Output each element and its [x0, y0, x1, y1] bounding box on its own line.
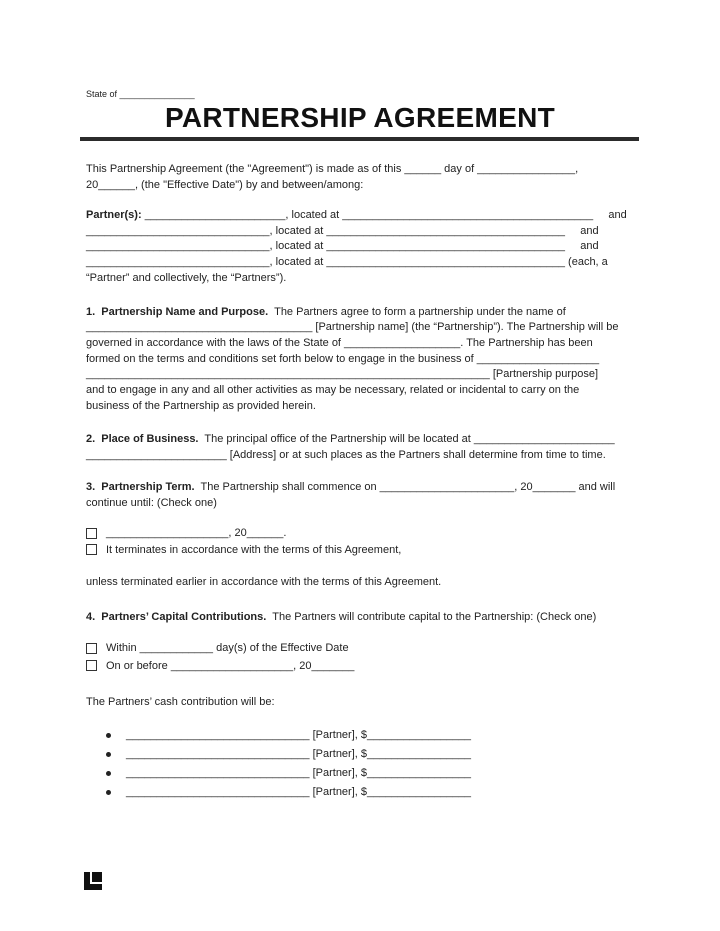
partners-label: Partner(s): [86, 209, 142, 221]
brand-logo-icon [84, 872, 102, 890]
intro-line-1: This Partnership Agreement (the "Agreement") is made as of this ______ day of ________________, [86, 163, 579, 175]
section1-line-3: governed in accordance with the laws of the State of ___________________. The Partnership has been [86, 337, 593, 349]
contribution-item: ______________________________ [Partner], $_________________ [126, 786, 472, 798]
section3-note: unless terminated earlier in accordance with the terms of this Agreement. [86, 576, 442, 588]
section1-heading: 1. Partnership Name and Purpose. [86, 306, 269, 318]
document-title: PARTNERSHIP AGREEMENT [164, 102, 556, 133]
section2-heading: 2. Place of Business. [86, 433, 199, 445]
section1-line-4: formed on the terms and conditions set forth below to engage in the business of ____________________ [86, 353, 600, 365]
section1-line-5: __________________________________________________________________ [Partnership purpose] [86, 368, 598, 380]
partners-line-1 [86, 209, 627, 222]
bullet-icon [106, 733, 111, 738]
section4-line-1-text: The Partners will contribute capital to the Partnership: (Check one) [272, 611, 597, 623]
intro-line-2: 20______, (the "Effective Date") by and between/among: [86, 179, 364, 191]
section1-line-6: and to engage in any and all other activities as may be necessary, related or incidental to carry on the [86, 384, 580, 396]
section1-line-2: _____________________________________ [Partnership name] (the “Partnership”). The Partnership will be [86, 321, 619, 333]
title-divider [80, 137, 639, 141]
section4-heading: 4. Partners’ Capital Contributions. [86, 611, 267, 623]
term-date-option: ____________________, 20______. [106, 527, 287, 539]
section1-line-1 [86, 306, 566, 319]
partners-line-3: ______________________________, located at _______________________________________ and [86, 240, 599, 252]
section2-line-2: _______________________ [Address] or at such places as the Partners shall determine from time to time. [86, 449, 606, 461]
bullet-icon [106, 790, 111, 795]
term-agreement-checkbox[interactable] [86, 544, 97, 555]
section1-line-7: business of the Partnership as provided herein. [86, 400, 316, 412]
partners-line-4: ______________________________, located at _______________________________________ (each, a [86, 256, 608, 268]
contribution-item: ______________________________ [Partner], $_________________ [126, 729, 472, 741]
state-of-field: State of _______________ [86, 89, 195, 99]
contribution-item: ______________________________ [Partner], $_________________ [126, 767, 472, 779]
partners-line-2: ______________________________, located at _______________________________________ and [86, 225, 599, 237]
contribution-before-checkbox[interactable] [86, 660, 97, 671]
section3-line-1-text: The Partnership shall commence on ______________________, 20_______ and will [200, 481, 616, 493]
section4-line-1 [86, 611, 596, 624]
cash-contribution-label: The Partners’ cash contribution will be: [86, 696, 275, 708]
contribution-before-option: On or before ____________________, 20_______ [106, 660, 355, 672]
section3-line-2: continue until: (Check one) [86, 497, 217, 509]
section1-line-1-text: The Partners agree to form a partnership under the name of [274, 306, 566, 318]
contribution-within-checkbox[interactable] [86, 643, 97, 654]
term-agreement-option: It terminates in accordance with the terms of this Agreement, [106, 544, 402, 556]
partners-line-5: “Partner” and collectively, the “Partners”). [86, 272, 287, 284]
bullet-icon [106, 771, 111, 776]
contribution-within-option: Within ____________ day(s) of the Effective Date [106, 642, 349, 654]
section2-line-1-text: The principal office of the Partnership will be located at _______________________ [204, 433, 615, 445]
section2-line-1 [86, 433, 615, 446]
partners-line-1-text: _______________________, located at _________________________________________ and [144, 209, 627, 221]
bullet-icon [106, 752, 111, 757]
section3-heading: 3. Partnership Term. [86, 481, 195, 493]
contribution-item: ______________________________ [Partner], $_________________ [126, 748, 472, 760]
term-date-checkbox[interactable] [86, 528, 97, 539]
section3-line-1 [86, 481, 615, 494]
